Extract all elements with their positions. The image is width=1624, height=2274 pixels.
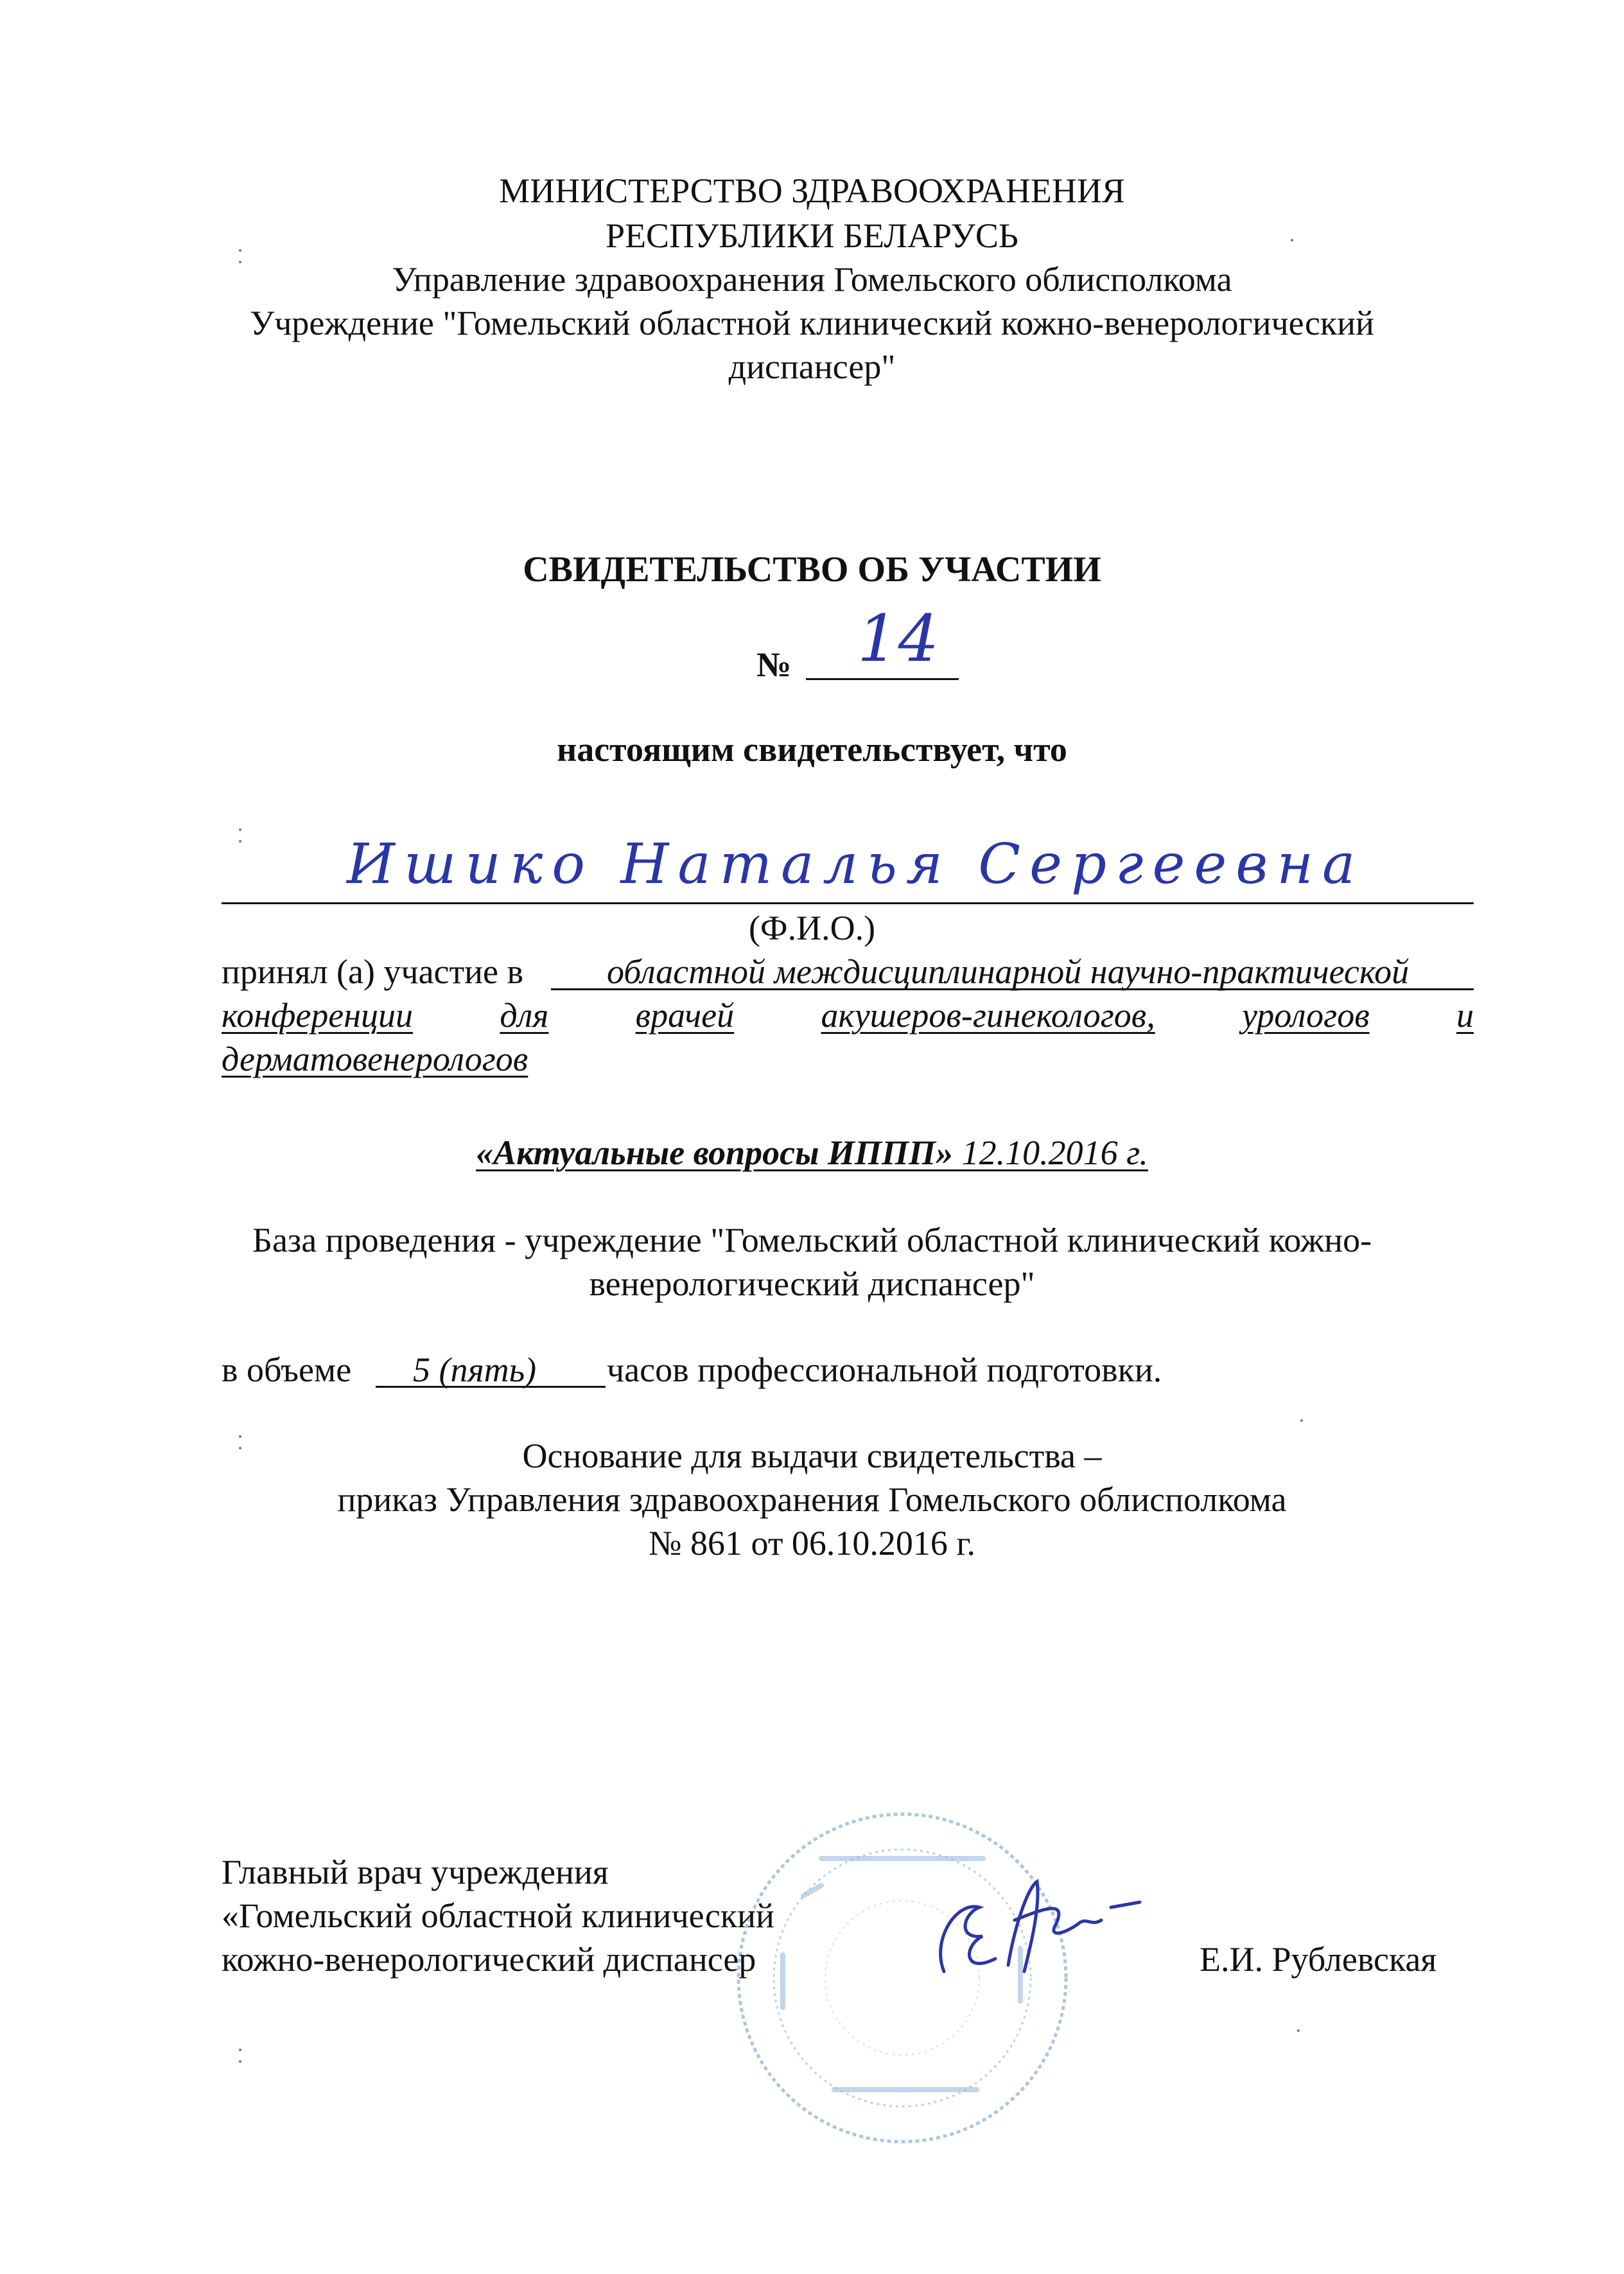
event-word: акушеров-гинекологов,: [821, 996, 1155, 1035]
ministry-line: МИНИСТЕРСТВО ЗДРАВООХРАНЕНИЯ: [499, 171, 1125, 210]
name-underline: [222, 902, 1474, 904]
participant-name-handwritten: Ишико Наталья Сергеевна: [347, 832, 1365, 896]
scan-speck: [1297, 2029, 1300, 2032]
conference-name: «Актуальные вопросы ИППП»: [476, 1133, 954, 1172]
venue-line-1: База проведения - учреждение "Гомельский областной клинический кожно-: [252, 1221, 1372, 1259]
institution-line: Учреждение "Гомельский областной клинический кожно-венерологический: [250, 304, 1374, 342]
event-word: и: [1456, 996, 1474, 1035]
participation-prefix: принял (а) участие в: [222, 952, 523, 991]
conference-line: [0, 1130, 1624, 1175]
signatory-position-3: кожно-венерологический диспансер: [222, 1940, 756, 1979]
event-word: врачей: [635, 996, 735, 1035]
scan-speck: [239, 840, 241, 843]
event-word: конференции: [222, 996, 414, 1035]
name-caption: (Ф.И.О.): [748, 909, 876, 947]
basis-line-1: Основание для выдачи свидетельства –: [522, 1437, 1102, 1475]
venue-line-2: венерологический диспансер": [589, 1264, 1035, 1303]
number-label: №: [756, 645, 792, 684]
signatory-position-1: Главный врач учреждения: [222, 1853, 609, 1891]
event-line-1: областной междисциплинарной научно-практической: [607, 952, 1410, 991]
number-underline: [806, 678, 959, 680]
volume-prefix: в объеме: [222, 1351, 352, 1389]
conference-date: 12.10.2016 г.: [961, 1133, 1148, 1172]
institution-line-cont: диспансер": [728, 347, 896, 386]
scan-speck: [239, 828, 241, 831]
certificate-title: СВИДЕТЕЛЬСТВО ОБ УЧАСТИИ: [523, 550, 1101, 590]
scan-speck: [239, 2060, 241, 2063]
volume-hours: 5 (пять): [413, 1351, 537, 1389]
scan-speck: [1300, 1419, 1303, 1422]
signatory-name: Е.И. Рублевская: [1200, 1940, 1437, 1979]
handwritten-number: 14: [857, 601, 939, 676]
volume-suffix: часов профессиональной подготовки.: [607, 1351, 1162, 1389]
signatory-position-2: «Гомельский областной клинический: [222, 1896, 774, 1935]
republic-line: РЕСПУБЛИКИ БЕЛАРУСЬ: [606, 216, 1018, 255]
event-line-3: дерматовенерологов: [222, 1040, 528, 1078]
department-line: Управление здравоохранения Гомельского облисполкома: [392, 260, 1232, 299]
event-word: для: [500, 996, 549, 1035]
certifies-text: настоящим свидетельствует, что: [557, 730, 1067, 769]
basis-line-3: № 861 от 06.10.2016 г.: [649, 1524, 975, 1562]
event-line-2: [222, 993, 1474, 1038]
basis-line-2: приказ Управления здравоохранения Гомельского облисполкома: [337, 1480, 1287, 1519]
event-word: урологов: [1242, 996, 1370, 1035]
handwritten-signature: [918, 1862, 1149, 1991]
scan-speck: [239, 2049, 241, 2051]
